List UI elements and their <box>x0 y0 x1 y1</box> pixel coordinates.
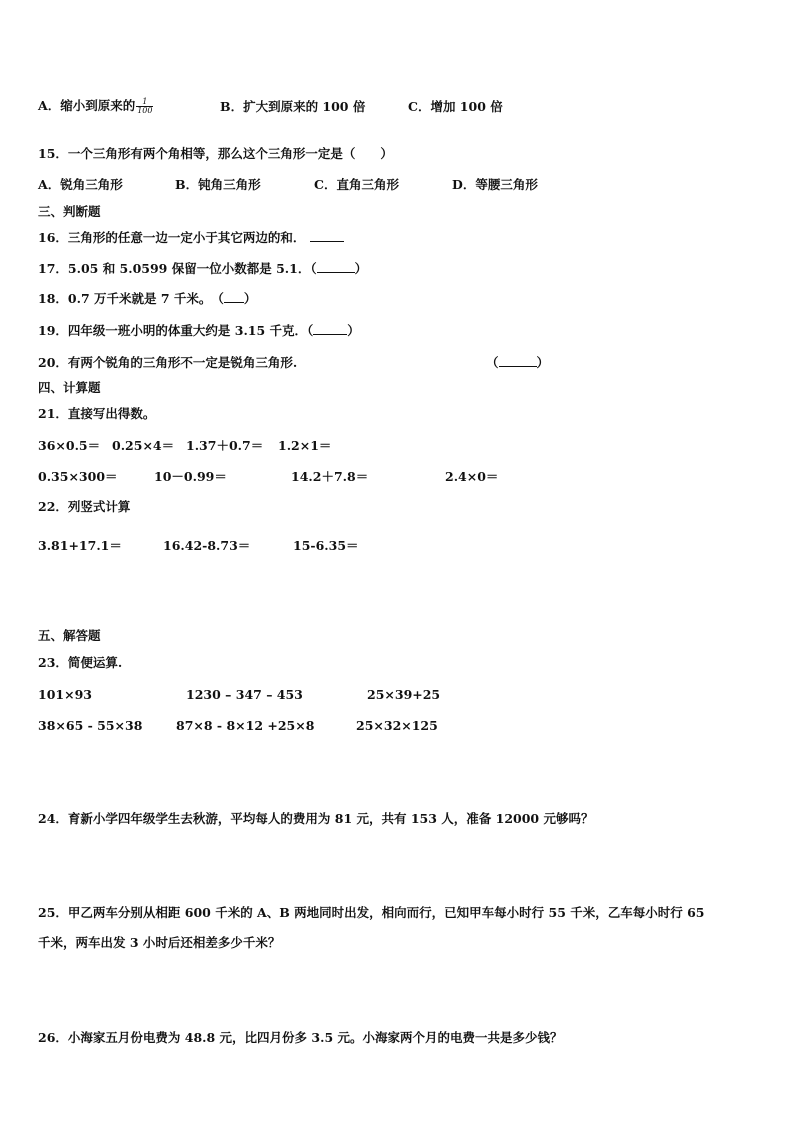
fraction-numerator: 1 <box>136 98 153 107</box>
q18-question <box>38 290 256 308</box>
q21-question: 21．直接写出得数。 <box>38 406 156 421</box>
q17-question <box>38 260 367 278</box>
q20-question: 20．有两个锐角的三角形不一定是锐角三角形. <box>38 355 298 370</box>
q15-option-b: B．钝角三角形 <box>175 177 261 192</box>
q14-option-c: C．增加 100 倍 <box>408 99 503 114</box>
simplify-item: 38×65 - 55×38 <box>38 718 143 733</box>
simplify-item: 25×39+25 <box>367 687 441 702</box>
q25-question-line1: 25．甲乙两车分别从相距 600 千米的 A、B 两地同时出发，相向而行，已知甲车每小时行 55 千米，乙车每小时行 65 <box>38 905 705 920</box>
q14-option-a-text: A．缩小到原来的 <box>38 98 136 113</box>
q25-question-line2: 千米，两车出发 3 小时后还相差多少千米？ <box>38 935 281 950</box>
q20-open: （ <box>486 355 499 370</box>
q19-close: ） <box>347 323 360 338</box>
calc-item: 10－0.99＝ <box>154 469 227 484</box>
vertical-calc-item: 16.42-8.73＝ <box>163 538 251 553</box>
q20-answer <box>486 354 549 372</box>
calc-item: 0.35×300＝ <box>38 469 118 484</box>
calc-item: 14.2＋7.8＝ <box>291 469 369 484</box>
q24-question: 24．育新小学四年级学生去秋游，平均每人的费用为 81 元，共有 153 人，准备 12000 元够吗？ <box>38 811 594 826</box>
simplify-item: 1230 – 347 – 453 <box>186 687 303 702</box>
q15-option-c: C．直角三角形 <box>314 177 399 192</box>
q15-question: 15．一个三角形有两个角相等，那么这个三角形一定是（ ） <box>38 146 393 161</box>
q18-close: ） <box>243 291 257 306</box>
q15-option-d: D．等腰三角形 <box>452 177 538 192</box>
q22-question: 22．列竖式计算 <box>38 499 131 514</box>
section-3-title: 三、判断题 <box>38 204 101 219</box>
q15-option-a: A．锐角三角形 <box>38 177 123 192</box>
q23-question: 23．简便运算. <box>38 655 123 670</box>
vertical-calc-item: 15-6.35＝ <box>293 538 359 553</box>
q20-close: ） <box>536 355 550 370</box>
q16-question <box>38 229 344 247</box>
calc-item: 1.37＋0.7＝ <box>186 438 264 453</box>
simplify-item: 25×32×125 <box>356 718 438 733</box>
fraction-one-hundredth <box>136 98 153 115</box>
section-4-title: 四、计算题 <box>38 380 101 395</box>
fraction-denominator: 100 <box>137 106 153 115</box>
q19-text: 19．四年级一班小明的体重大约是 3.15 千克．（ <box>38 323 314 338</box>
q17-text: 17．5.05 和 5.0599 保留一位小数都是 5.1．（ <box>38 261 317 276</box>
section-5-title: 五、解答题 <box>38 628 101 643</box>
calc-item: 2.4×0＝ <box>445 469 499 484</box>
q18-text: 18．0.7 万千米就是 7 千米。 （ <box>38 291 224 306</box>
q19-question <box>38 322 360 340</box>
answer-blank[interactable] <box>310 229 344 242</box>
q16-text: 16．三角形的任意一边一定小于其它两边的和． <box>38 230 306 245</box>
q14-option-a <box>38 97 153 115</box>
answer-blank[interactable] <box>499 354 537 367</box>
calc-item: 0.25×4＝ <box>112 438 175 453</box>
calc-item: 36×0.5＝ <box>38 438 101 453</box>
q17-close: ） <box>354 261 368 276</box>
answer-blank[interactable] <box>317 260 355 273</box>
q26-question: 26．小海家五月份电费为 48.8 元，比四月份多 3.5 元。小海家两个月的电费一共是多少钱？ <box>38 1030 563 1045</box>
answer-blank[interactable] <box>313 322 347 335</box>
calc-item: 1.2×1＝ <box>278 438 332 453</box>
answer-blank[interactable] <box>224 290 244 303</box>
simplify-item: 101×93 <box>38 687 92 702</box>
simplify-item: 87×8 - 8×12 +25×8 <box>176 718 315 733</box>
q14-option-b: B．扩大到原来的 100 倍 <box>220 99 366 114</box>
vertical-calc-item: 3.81+17.1＝ <box>38 538 122 553</box>
